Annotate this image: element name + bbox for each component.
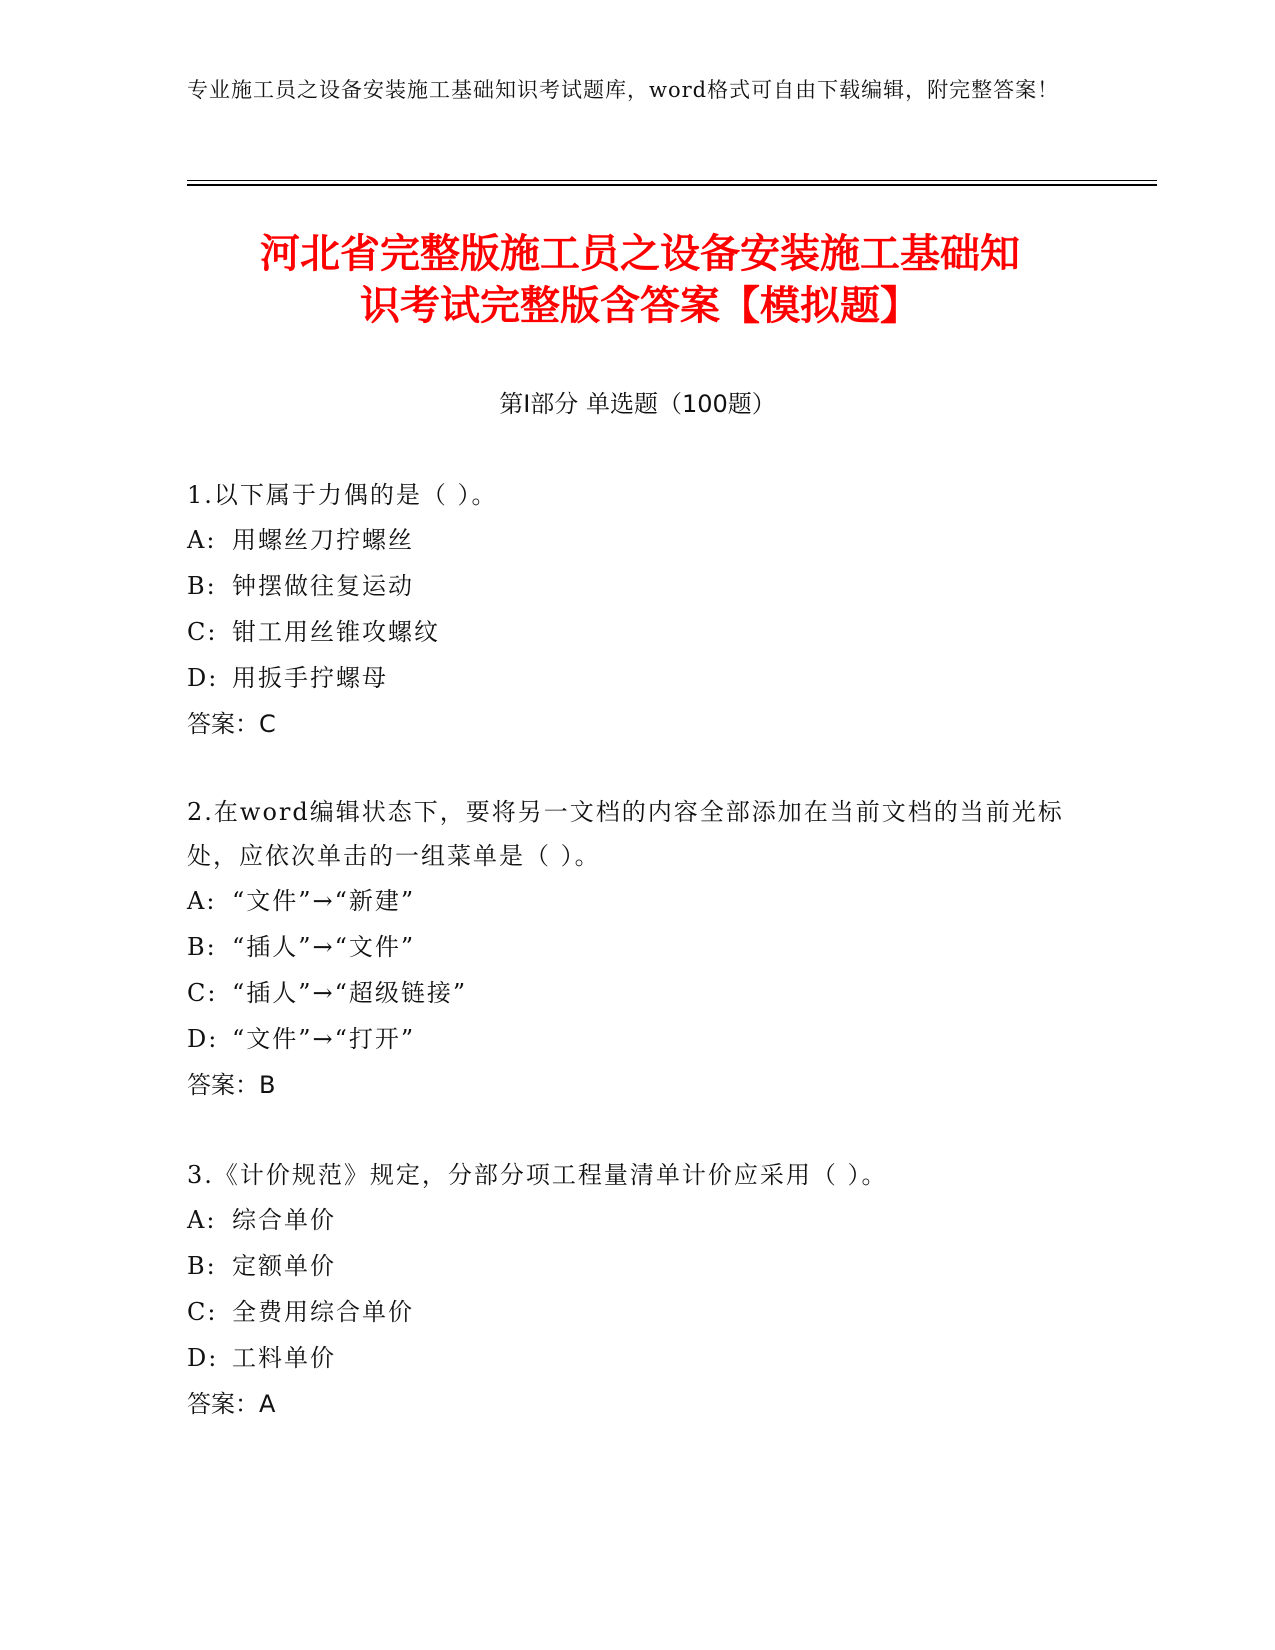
answer: 答案：B	[187, 1071, 276, 1099]
question-1	[187, 473, 1087, 747]
option-letter: C:	[187, 979, 218, 1007]
option-c	[187, 970, 1087, 1016]
option-text: 定额单价	[232, 1252, 336, 1280]
question-3	[187, 1153, 1087, 1427]
option-text: 用螺丝刀拧螺丝	[232, 526, 414, 554]
option-letter: D:	[187, 1344, 219, 1372]
option-a	[187, 878, 1087, 924]
option-text: “文件”→“新建”	[232, 887, 416, 915]
option-letter: B:	[187, 572, 217, 600]
header-rule-thin	[187, 180, 1157, 181]
option-b	[187, 924, 1087, 970]
option-text: 钳工用丝锥攻螺纹	[232, 618, 440, 646]
option-c	[187, 609, 1087, 655]
option-text: “插人”→“超级链接”	[232, 979, 468, 1007]
option-a	[187, 517, 1087, 563]
option-letter: D:	[187, 1025, 219, 1053]
option-letter: A:	[187, 526, 217, 554]
header-rule-thick	[187, 184, 1157, 186]
header-note: 专业施工员之设备安装施工基础知识考试题库，word格式可自由下载编辑，附完整答案！	[187, 78, 1060, 102]
option-letter: B:	[187, 1252, 217, 1280]
option-text: “插人”→“文件”	[232, 933, 416, 961]
question-stem: 1.以下属于力偶的是（ ）。	[187, 481, 498, 509]
answer: 答案：C	[187, 710, 276, 738]
option-b	[187, 563, 1087, 609]
option-b	[187, 1243, 1087, 1289]
section-title: 第Ⅰ部分 单选题（100题）	[499, 390, 776, 418]
document-title-line-2: 识考试完整版含答案【模拟题】	[360, 283, 920, 329]
question-2	[187, 790, 1087, 1108]
option-text: 全费用综合单价	[232, 1298, 414, 1326]
option-d	[187, 1016, 1087, 1062]
option-letter: D:	[187, 664, 219, 692]
option-text: 工料单价	[232, 1344, 336, 1372]
option-c	[187, 1289, 1087, 1335]
option-text: 综合单价	[232, 1206, 336, 1234]
document-title	[180, 228, 1100, 332]
option-text: “文件”→“打开”	[232, 1025, 416, 1053]
option-letter: C:	[187, 618, 218, 646]
option-d	[187, 1335, 1087, 1381]
option-letter: A:	[187, 887, 217, 915]
document-title-line-1: 河北省完整版施工员之设备安装施工基础知	[260, 231, 1020, 277]
option-letter: A:	[187, 1206, 217, 1234]
option-letter: C:	[187, 1298, 218, 1326]
option-d	[187, 655, 1087, 701]
option-a	[187, 1197, 1087, 1243]
question-stem: 3.《计价规范》规定，分部分项工程量清单计价应采用（ ）。	[187, 1161, 888, 1189]
answer: 答案：A	[187, 1390, 276, 1418]
option-letter: B:	[187, 933, 217, 961]
option-text: 钟摆做往复运动	[232, 572, 414, 600]
option-text: 用扳手拧螺母	[232, 664, 388, 692]
question-stem: 2.在word编辑状态下，要将另一文档的内容全部添加在当前文档的当前光标处，应依次单击的一组菜单是（ ）。	[187, 798, 1064, 870]
